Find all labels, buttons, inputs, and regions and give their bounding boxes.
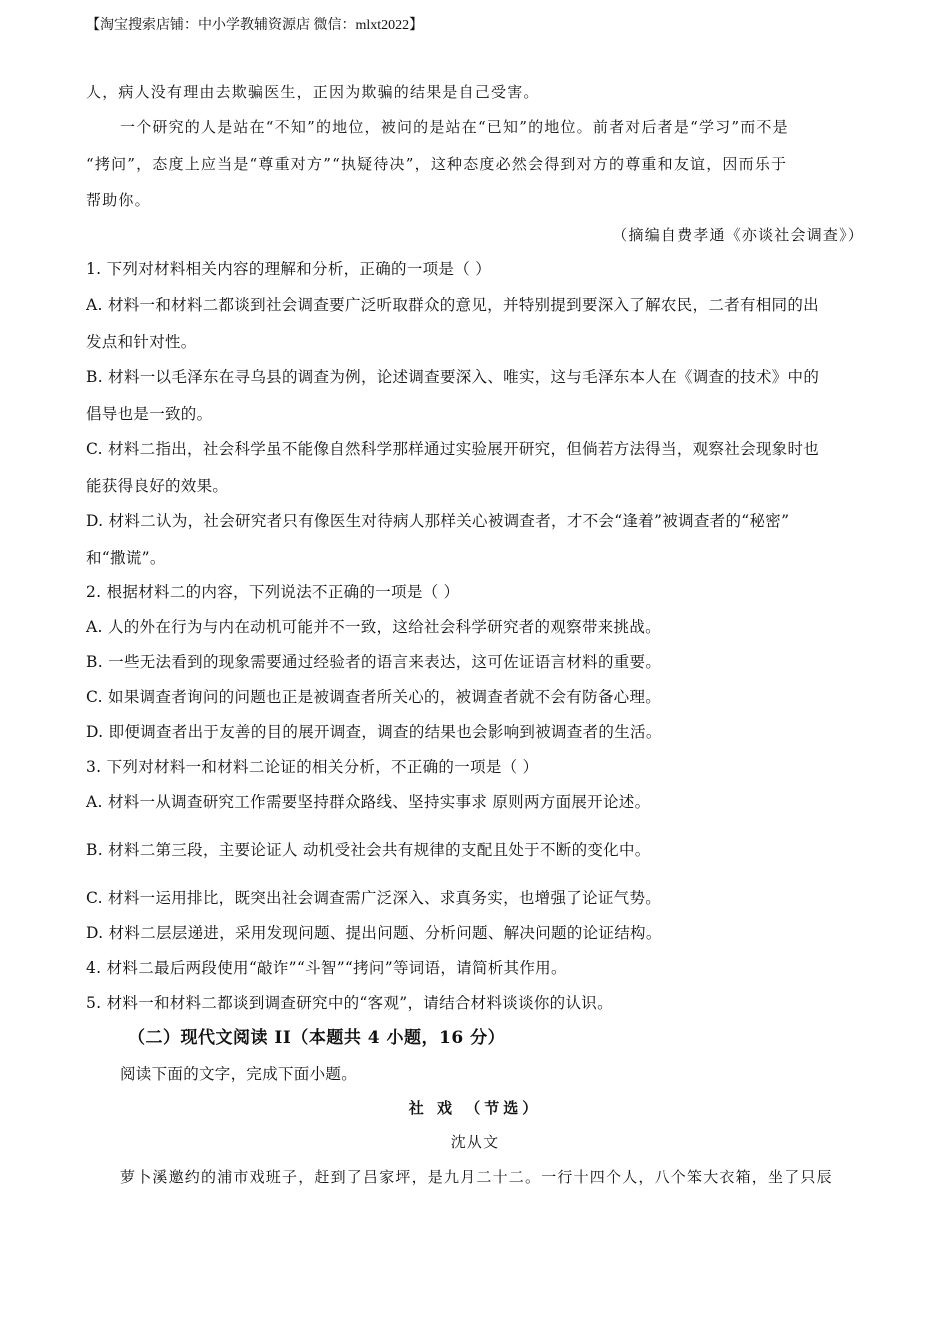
section-heading: （二）现代文阅读 II（本题共 4 小题，16 分） <box>128 1028 506 1048</box>
source-citation: （摘编自费孝通《亦谈社会调查》） <box>612 226 864 244</box>
question-1-option-b: B. 材料一以毛泽东在寻乌县的调查为例，论述调查要深入、唯实，这与毛泽东本人在《调查的技术》中的 <box>86 368 820 386</box>
question-2-option-b: B. 一些无法看到的现象需要通过经验者的语言来表达，这可佐证语言材料的重要。 <box>86 653 662 671</box>
question-1-stem: 1. 下列对材料相关内容的理解和分析，正确的一项是（ ） <box>86 260 492 278</box>
section-instruction: 阅读下面的文字，完成下面小题。 <box>120 1065 358 1083</box>
question-3-option-a: A. 材料一从调查研究工作需要坚持群众路线、坚持实事求 原则两方面展开论述。 <box>86 793 651 811</box>
question-2-option-a: A. 人的外在行为与内在动机可能并不一致，这给社会科学研究者的观察带来挑战。 <box>86 618 661 636</box>
question-1-option-d-cont: 和“撒谎”。 <box>86 549 166 567</box>
question-1-option-d: D. 材料二认为，社会研究者只有像医生对待病人那样关心被调查者，才不会“逢着”被调查者的“秘密” <box>86 512 790 530</box>
question-1-option-a: A. 材料一和材料二都谈到社会调查要广泛听取群众的意见，并特别提到要深入了解农民，二者有相同的出 <box>86 296 819 314</box>
question-2-option-d: D. 即便调查者出于友善的目的展开调查，调查的结果也会影响到被调查者的生活。 <box>86 723 662 741</box>
passage-line: “拷问”，态度上应当是“尊重对方”“执疑待决”，这种态度必然会得到对方的尊重和友谊，因而乐于 <box>86 155 788 173</box>
question-3-option-c: C. 材料一运用排比，既突出社会调查需广泛深入、求真务实，也增强了论证气势。 <box>86 889 662 907</box>
question-1-option-c-cont: 能获得良好的效果。 <box>86 477 229 495</box>
question-1-option-c: C. 材料二指出，社会科学虽不能像自然科学那样通过实验展开研究，但倘若方法得当，观察社会现象时也 <box>86 440 820 458</box>
story-title: 社 戏 （节选） <box>408 1099 542 1117</box>
question-3-stem: 3. 下列对材料一和材料二论证的相关分析，不正确的一项是（ ） <box>86 758 539 776</box>
question-3-option-d: D. 材料二层层递进，采用发现问题、提出问题、分析问题、解决问题的论证结构。 <box>86 924 662 942</box>
question-1-option-a-cont: 发点和针对性。 <box>86 333 197 351</box>
question-4: 4. 材料二最后两段使用“敲诈”“斗智”“拷问”等词语，请简析其作用。 <box>86 959 567 977</box>
passage-line: 帮助你。 <box>86 191 151 209</box>
page-header: 【淘宝搜索店铺：中小学教辅资源店 微信：mlxt2022】 <box>86 18 424 33</box>
question-3-option-b: B. 材料二第三段，主要论证人 动机受社会共有规律的支配且处于不断的变化中。 <box>86 841 651 859</box>
question-2-option-c: C. 如果调查者询问的问题也正是被调查者所关心的，被调查者就不会有防备心理。 <box>86 688 662 706</box>
question-1-option-b-cont: 倡导也是一致的。 <box>86 405 213 423</box>
passage-line: 一个研究的人是站在“不知”的地位，被问的是站在“已知”的地位。前者对后者是“学习”而不是 <box>120 118 789 136</box>
story-author: 沈从文 <box>450 1133 500 1151</box>
passage-line: 人，病人没有理由去欺骗医生，正因为欺骗的结果是自己受害。 <box>86 83 540 101</box>
question-5: 5. 材料一和材料二都谈到调查研究中的“客观”，请结合材料谈谈你的认识。 <box>86 994 613 1012</box>
question-2-stem: 2. 根据材料二的内容，下列说法不正确的一项是（ ） <box>86 583 460 601</box>
story-first-line: 萝卜溪邀约的浦市戏班子，赶到了吕家坪，是九月二十二。一行十四个人，八个笨大衣箱，坐了只辰 <box>120 1168 833 1186</box>
